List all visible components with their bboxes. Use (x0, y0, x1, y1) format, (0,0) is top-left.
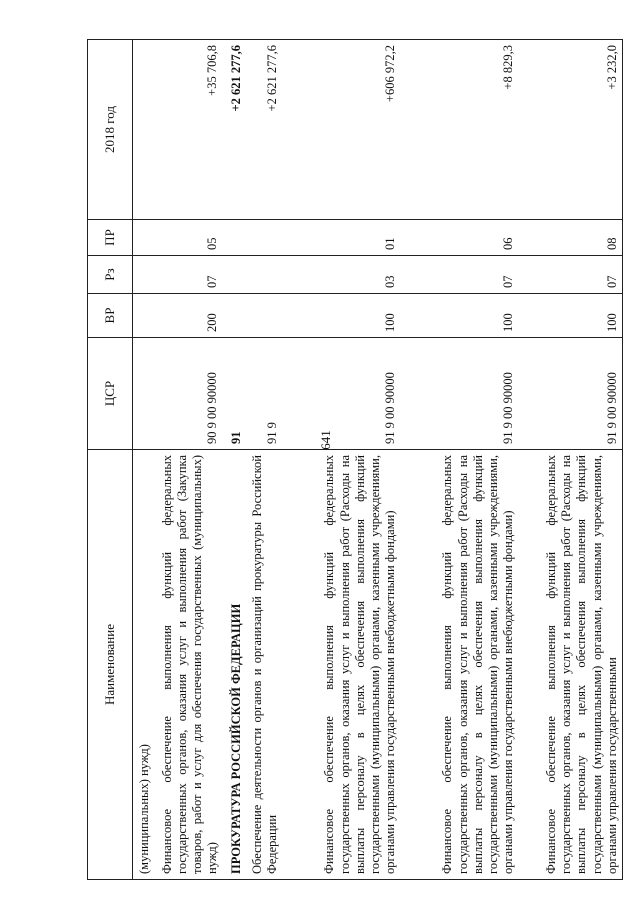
row-vr (223, 294, 247, 338)
table-row (247, 40, 283, 880)
row-name: Финансовое обеспечение выполнения функций федеральных государственных органов, оказания услуг и выполнения работ (Расходы на выплаты персоналу в целях обеспечения выполнения функций государственными (муниципальными) органами, казенными учреждениями, органами управления государственными внебюджетными фондами) (401, 450, 519, 880)
row-csr: 91 (223, 338, 247, 450)
row-name: Финансовое обеспечение выполнения функций федеральных государственных органов, оказания услуг и выполнения работ (Закупка товаров, работ и услуг для обеспечения государственных (муниципальных) нужд) (155, 450, 223, 880)
row-rz: 07 (155, 256, 223, 294)
row-pr (223, 220, 247, 256)
row-name: Финансовое обеспечение выполнения функций федеральных государственных органов, оказания услуг и выполнения работ (Расходы на выплаты персоналу в целях обеспечения выполнения функций государственными (муниципальными) органами, казенными учреждениями, органами управления государственными внебюджетными фондами) (283, 450, 401, 880)
table-row (223, 40, 247, 880)
header-csr: ЦСР (88, 338, 133, 450)
table-row (133, 40, 155, 880)
row-rz: 03 (283, 256, 401, 294)
row-pr: 06 (401, 220, 519, 256)
table-row (519, 40, 623, 880)
row-csr (133, 338, 155, 450)
table-row (283, 40, 401, 880)
row-csr: 90 9 00 90000 (155, 338, 223, 450)
rotated-page-content (87, 40, 619, 880)
row-rz: 07 (519, 256, 623, 294)
table-row (155, 40, 223, 880)
row-value: +2 621 277,6 (247, 40, 283, 220)
row-vr: 100 (401, 294, 519, 338)
budget-table (87, 39, 623, 880)
table-row (401, 40, 519, 880)
row-pr: 05 (155, 220, 223, 256)
header-vr: ВР (88, 294, 133, 338)
row-value: +606 972,2 (283, 40, 401, 220)
row-vr: 100 (283, 294, 401, 338)
row-vr (247, 294, 283, 338)
row-name: ПРОКУРАТУРА РОССИЙСКОЙ ФЕДЕРАЦИИ (223, 450, 247, 880)
page-number: 641 (318, 430, 333, 450)
row-csr: 91 9 00 90000 (283, 338, 401, 450)
row-rz: 07 (401, 256, 519, 294)
row-value (133, 40, 155, 220)
row-rz (247, 256, 283, 294)
row-rz (133, 256, 155, 294)
row-pr: 01 (283, 220, 401, 256)
table-header-row (88, 40, 133, 880)
header-year: 2018 год (88, 40, 133, 220)
row-value: +35 706,8 (155, 40, 223, 220)
row-rz (223, 256, 247, 294)
row-value: +8 829,3 (401, 40, 519, 220)
row-csr: 91 9 00 90000 (519, 338, 623, 450)
row-pr (247, 220, 283, 256)
row-value: +2 621 277,6 (223, 40, 247, 220)
header-rz: Рз (88, 256, 133, 294)
row-pr (133, 220, 155, 256)
row-csr: 91 9 00 90000 (401, 338, 519, 450)
row-name: Финансовое обеспечение выполнения функций федеральных государственных органов, оказания услуг и выполнения работ (Расходы на выплаты персоналу в целях обеспечения выполнения функций государственными (муниципальными) органами, казенными учреждениями, органами управления государственными (519, 450, 623, 880)
row-name: (муниципальных) нужд) (133, 450, 155, 880)
row-vr: 200 (155, 294, 223, 338)
header-name: Наименование (88, 450, 133, 880)
header-pr: ПР (88, 220, 133, 256)
row-vr: 100 (519, 294, 623, 338)
row-value: +3 232,0 (519, 40, 623, 220)
row-pr: 08 (519, 220, 623, 256)
row-name: Обеспечение деятельности органов и организаций прокуратуры Российской Федерации (247, 450, 283, 880)
row-vr (133, 294, 155, 338)
row-csr: 91 9 (247, 338, 283, 450)
